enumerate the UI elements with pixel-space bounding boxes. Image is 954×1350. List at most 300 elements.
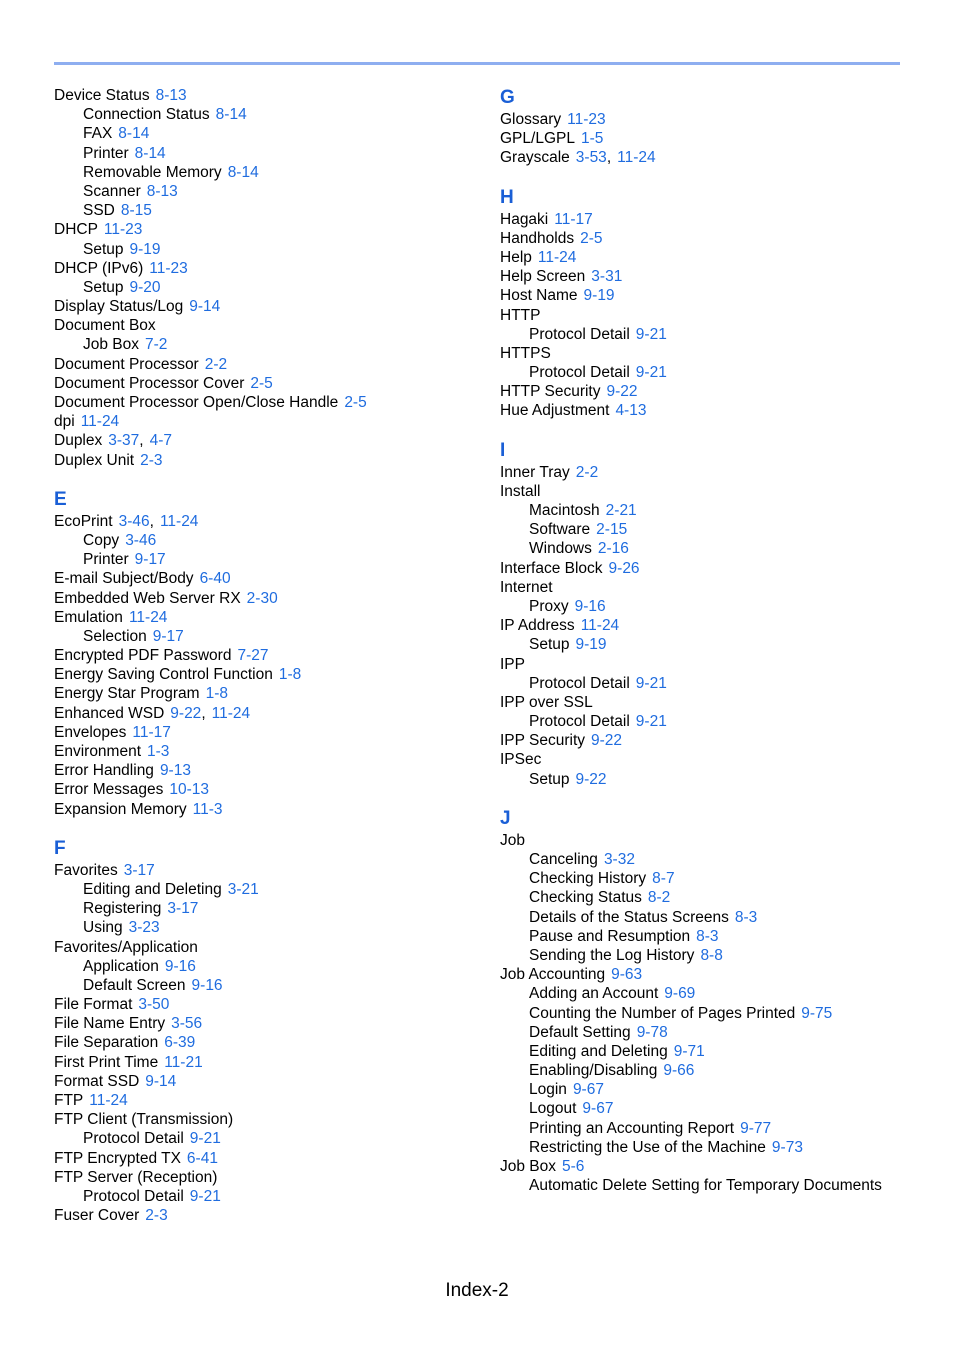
page-ref-link[interactable]: 1-3 — [147, 743, 170, 760]
section-letter: I — [500, 439, 506, 461]
entry-term: Protocol Detail — [83, 1187, 184, 1205]
header-rule — [54, 62, 900, 65]
page-ref-link[interactable]: 9-73 — [771, 1138, 803, 1156]
index-subentry — [54, 627, 484, 646]
entry-term: Handholds — [500, 229, 575, 247]
index-subentry — [500, 1119, 920, 1138]
ref-separator: , — [606, 149, 612, 167]
index-subentry — [54, 105, 484, 124]
entry-term: Enabling/Disabling — [529, 1062, 658, 1080]
entry-term: Printer — [83, 144, 129, 162]
ref-separator: , — [201, 704, 206, 722]
page-ref-link[interactable]: 2-5 — [344, 394, 367, 411]
entry-term: Proxy — [529, 597, 569, 615]
page-ref-link[interactable]: 9-22 — [606, 383, 638, 401]
page-ref-link[interactable]: 9-63 — [611, 966, 643, 984]
page-ref-link[interactable]: 9-21 — [189, 1130, 221, 1148]
entry-term: Registering — [83, 900, 162, 918]
entry-term: E-mail Subject/Body — [54, 570, 194, 588]
entry-term: Removable Memory — [83, 163, 222, 181]
index-entry — [500, 306, 920, 325]
page-ref-link[interactable]: 9-14 — [145, 1072, 177, 1090]
index-subentry — [54, 531, 484, 550]
index-entry — [500, 210, 920, 229]
entry-term: Hue Adjustment — [500, 402, 610, 420]
index-entry — [54, 800, 484, 819]
page-ref-link[interactable]: 8-13 — [146, 182, 178, 200]
page-ref-link[interactable]: 11-24 — [580, 617, 620, 635]
index-subentry — [500, 1099, 920, 1118]
page-number: Index-2 — [445, 1280, 509, 1301]
entry-term: SSD — [83, 202, 115, 220]
entry-term: Canceling — [529, 851, 598, 868]
entry-term: GPL/LGPL — [500, 130, 575, 148]
page-ref-link[interactable]: 2-3 — [145, 1207, 168, 1225]
section-letter: H — [500, 186, 514, 208]
entry-term: DHCP (IPv6) — [54, 259, 144, 277]
index-entry — [54, 355, 484, 374]
entry-term: Logout — [529, 1100, 577, 1118]
index-entry — [500, 616, 920, 635]
index-section — [54, 86, 484, 470]
index-subentry — [500, 984, 920, 1003]
index-entry — [500, 248, 920, 267]
page-ref-link[interactable]: 8-14 — [134, 144, 166, 162]
page-ref-link[interactable]: 9-21 — [635, 364, 667, 382]
entry-term: Help — [500, 248, 532, 266]
index-subentry — [54, 335, 484, 354]
page-ref-link[interactable]: 9-77 — [740, 1119, 772, 1137]
entry-term: Document Processor — [54, 355, 199, 373]
index-section — [500, 186, 920, 421]
page-ref-link[interactable]: 3-56 — [171, 1015, 203, 1033]
index-subentry — [500, 927, 920, 946]
entry-term: Error Messages — [54, 781, 164, 799]
page-ref-link[interactable]: 9-67 — [582, 1100, 614, 1118]
entry-term: Interface Block — [500, 559, 603, 577]
page-ref-link[interactable]: 10-13 — [169, 781, 210, 799]
entry-term: File Name Entry — [54, 1015, 166, 1033]
index-section — [500, 807, 920, 1196]
index-subentry — [54, 918, 484, 937]
index-subentry — [500, 501, 920, 520]
index-subentry — [500, 674, 920, 693]
page-ref-link[interactable]: 3-23 — [128, 919, 160, 937]
page-ref-link[interactable]: 2-5 — [250, 374, 273, 392]
entry-term: File Separation — [54, 1034, 159, 1052]
entry-term: Grayscale — [500, 149, 570, 167]
entry-term: Windows — [529, 540, 592, 558]
index-subentry — [54, 1129, 484, 1148]
page-ref-link[interactable]: 9-21 — [189, 1187, 221, 1205]
page-ref-link[interactable]: 8-3 — [734, 908, 758, 926]
section-letter: F — [54, 837, 66, 859]
entry-term: Selection — [83, 627, 147, 645]
page-ref-link[interactable]: 8-8 — [700, 946, 723, 964]
entry-term: Host Name — [500, 287, 578, 305]
entry-term: Login — [529, 1081, 567, 1099]
index-entry — [54, 1168, 484, 1187]
page-ref-link[interactable]: 9-75 — [801, 1004, 833, 1022]
entry-term: Envelopes — [54, 723, 127, 741]
page-ref-link[interactable]: 9-22 — [575, 770, 607, 788]
index-subentry — [54, 976, 484, 995]
entry-term: FTP Encrypted TX — [54, 1149, 181, 1167]
entry-term: Document Processor Cover — [54, 374, 245, 392]
index-entry — [54, 512, 484, 531]
entry-term: File Format — [54, 996, 133, 1014]
entry-term: Help Screen — [500, 268, 586, 286]
entry-term: Pause and Resumption — [529, 927, 691, 945]
page-ref-link[interactable]: 9-13 — [159, 762, 191, 780]
index-subentry — [500, 520, 920, 539]
entry-term: Protocol Detail — [529, 364, 630, 382]
page-ref-link[interactable]: 9-78 — [636, 1023, 668, 1041]
index-subentry — [500, 325, 920, 344]
page-ref-link[interactable]: 11-17 — [132, 723, 171, 741]
page-ref-link[interactable]: 6-40 — [199, 570, 231, 588]
entry-term: Protocol Detail — [529, 713, 630, 731]
entry-term: Macintosh — [529, 502, 600, 519]
entry-term: Setup — [83, 278, 124, 296]
index-subentry — [500, 363, 920, 382]
page-ref-link[interactable]: 11-24 — [159, 512, 199, 530]
section-letter: G — [500, 87, 515, 108]
page-ref-link[interactable]: 9-67 — [572, 1081, 604, 1099]
index-entry — [500, 655, 920, 674]
entry-term: Printer — [83, 551, 129, 569]
index-section — [500, 86, 920, 168]
index-subentry — [54, 1187, 484, 1206]
entry-term: HTTP Security — [500, 383, 601, 401]
entry-term: Error Handling — [54, 762, 154, 780]
entry-term: Embedded Web Server RX — [54, 589, 241, 607]
page-ref-link[interactable]: 9-14 — [189, 298, 221, 316]
page-ref-link[interactable]: 3-17 — [167, 900, 199, 918]
page-ref-link[interactable]: 9-66 — [663, 1062, 695, 1080]
page-ref-link[interactable]: 11-24 — [89, 1092, 128, 1109]
entry-term: HTTP — [500, 306, 541, 324]
page-ref-link[interactable]: 1-5 — [580, 130, 604, 148]
index-entry — [54, 938, 484, 957]
entry-term: Default Setting — [529, 1023, 631, 1041]
page-ref-link[interactable]: 9-17 — [152, 627, 184, 645]
index-subentry — [54, 240, 484, 259]
index-subentry — [500, 1061, 920, 1080]
index-entry — [500, 559, 920, 578]
index-subentry — [54, 163, 484, 182]
entry-term: Software — [529, 521, 591, 539]
page-ref-link[interactable]: 9-17 — [134, 551, 166, 569]
entry-term: Setup — [529, 636, 570, 654]
index-entry — [54, 393, 484, 412]
entry-term: Restricting the Use of the Machine — [529, 1138, 766, 1156]
page-ref-link[interactable]: 2-16 — [597, 540, 629, 558]
index-subentry — [500, 1023, 920, 1042]
index-subentry — [500, 597, 920, 616]
entry-term: Setup — [529, 770, 570, 788]
index-subentry — [500, 888, 920, 907]
entry-term: Setup — [83, 240, 124, 258]
page-ref-link[interactable]: 6-41 — [186, 1149, 218, 1167]
entry-term: Connection Status — [83, 106, 210, 124]
page-ref-link[interactable]: 11-24 — [537, 248, 577, 266]
entry-term: Counting the Number of Pages Printed — [529, 1004, 796, 1022]
index-entry — [54, 1033, 484, 1052]
index-subentry — [500, 850, 920, 869]
page-ref-link[interactable]: 8-7 — [652, 870, 675, 888]
page-ref-link[interactable]: 5-6 — [562, 1158, 585, 1175]
entry-term: Scanner — [83, 182, 141, 200]
entry-term: IPP — [500, 655, 525, 673]
page-ref-link[interactable]: 8-3 — [696, 927, 719, 945]
page-ref-link[interactable]: 9-22 — [591, 732, 623, 750]
index-entry — [54, 742, 484, 761]
entry-term: Format SSD — [54, 1072, 140, 1090]
index-subentry — [54, 124, 484, 143]
index-section — [54, 837, 484, 1226]
page-ref-link[interactable]: 9-71 — [673, 1042, 705, 1060]
index-subentry — [500, 908, 920, 927]
page-ref-link[interactable]: 9-21 — [635, 713, 667, 731]
page-ref-link[interactable]: 9-16 — [164, 957, 196, 975]
index-subentry — [54, 880, 484, 899]
entry-term: Protocol Detail — [529, 674, 630, 692]
page-ref-link[interactable]: 11-23 — [149, 259, 188, 277]
page-ref-link[interactable]: 9-26 — [608, 559, 640, 577]
page-ref-link[interactable]: 2-2 — [575, 463, 599, 481]
entry-term: Job Box — [500, 1158, 557, 1175]
entry-term: Energy Star Program — [54, 685, 200, 703]
page-ref-link[interactable]: 11-23 — [103, 221, 143, 239]
entry-term: Environment — [54, 743, 142, 760]
entry-term: Inner Tray — [500, 463, 570, 481]
index-subentry — [54, 278, 484, 297]
page-ref-link[interactable]: 9-21 — [635, 674, 667, 692]
index-entry — [54, 316, 484, 335]
page-ref-link[interactable]: 2-3 — [140, 451, 163, 469]
page-ref-link[interactable]: 11-17 — [554, 210, 593, 228]
page-ref-link[interactable]: 11-24 — [211, 704, 251, 722]
entry-term: IPP over SSL — [500, 693, 593, 711]
page-ref-link[interactable]: 6-39 — [164, 1034, 196, 1052]
page-ref-link[interactable]: 3-32 — [603, 851, 635, 868]
index-entry — [500, 229, 920, 248]
page-ref-link[interactable]: 1-8 — [205, 685, 228, 703]
page-ref-link[interactable]: 3-46 — [118, 512, 150, 530]
index-entry — [54, 1053, 484, 1072]
index-entry — [500, 344, 920, 363]
entry-term: Favorites — [54, 861, 118, 879]
index-entry — [54, 451, 484, 470]
entry-term: Internet — [500, 578, 553, 596]
entry-term: Expansion Memory — [54, 800, 187, 818]
page-ref-link[interactable]: 9-16 — [574, 597, 606, 615]
page-ref-link[interactable]: 2-15 — [596, 521, 628, 539]
page-ref-link[interactable]: 3-31 — [591, 268, 623, 286]
section-letter: J — [500, 807, 511, 829]
entry-term: IPP Security — [500, 732, 586, 750]
page-ref-link[interactable]: 9-69 — [664, 985, 696, 1003]
index-subentry — [500, 1080, 920, 1099]
index-subentry — [500, 770, 920, 789]
index-entry — [500, 693, 920, 712]
page-ref-link[interactable]: 11-3 — [192, 800, 223, 818]
index-entry — [54, 646, 484, 665]
entry-term: Hagaki — [500, 210, 549, 228]
index-subentry — [54, 550, 484, 569]
entry-term: First Print Time — [54, 1053, 159, 1071]
page-ref-link[interactable]: 9-21 — [635, 325, 667, 343]
index-entry — [54, 1091, 484, 1110]
page-ref-link[interactable]: 3-37 — [108, 432, 140, 450]
page-ref-link[interactable]: 2-2 — [204, 355, 228, 373]
entry-term: FTP — [54, 1092, 84, 1109]
index-entry — [54, 780, 484, 799]
index-entry — [500, 463, 920, 482]
entry-term: Job Accounting — [500, 966, 606, 984]
page-ref-link[interactable]: 11-21 — [164, 1053, 203, 1071]
page-ref-link[interactable]: 3-21 — [227, 880, 259, 898]
entry-term: Document Box — [54, 317, 156, 335]
entry-term: Install — [500, 482, 541, 500]
index-subentry — [54, 182, 484, 201]
index-entry — [500, 129, 920, 148]
section-letter: E — [54, 488, 67, 510]
index-entry — [500, 286, 920, 305]
index-section — [54, 488, 484, 819]
page-ref-link[interactable]: 3-53 — [575, 149, 607, 167]
index-subentry — [54, 957, 484, 976]
index-entry — [54, 704, 484, 723]
entry-term: Copy — [83, 531, 120, 549]
index-entry — [500, 965, 920, 984]
entry-term: Job — [500, 831, 525, 849]
index-subentry — [500, 1042, 920, 1061]
index-entry — [54, 589, 484, 608]
index-entry — [500, 1157, 920, 1176]
index-entry — [54, 861, 484, 880]
index-entry — [54, 684, 484, 703]
page-ref-link[interactable]: 2-21 — [605, 502, 637, 519]
index-entry — [500, 401, 920, 420]
index-subentry — [500, 1004, 920, 1023]
entry-term: Device Status — [54, 87, 150, 104]
page-ref-link[interactable]: 9-19 — [129, 240, 161, 258]
page-ref-link[interactable]: 4-7 — [149, 432, 172, 450]
index-subentry — [500, 712, 920, 731]
index-subentry — [500, 635, 920, 654]
entry-term: Using — [83, 919, 123, 937]
entry-term: FAX — [83, 125, 113, 143]
entry-term: Emulation — [54, 608, 123, 626]
page-ref-link[interactable]: 11-24 — [128, 608, 168, 626]
page-ref-link[interactable]: 8-14 — [215, 106, 247, 124]
page-ref-link[interactable]: 3-17 — [123, 861, 155, 879]
index-entry — [54, 431, 484, 450]
index-entry — [500, 750, 920, 769]
entry-term: Protocol Detail — [83, 1130, 184, 1148]
page-ref-link[interactable]: 2-5 — [580, 229, 603, 247]
page-ref-link[interactable]: 3-46 — [125, 531, 157, 549]
page-ref-link[interactable]: 9-19 — [583, 287, 615, 305]
page-ref-link[interactable]: 8-14 — [227, 163, 259, 181]
index-entry — [500, 482, 920, 501]
index-entry — [54, 259, 484, 278]
index-subentry — [54, 899, 484, 918]
page-ref-link[interactable]: 2-30 — [246, 589, 278, 607]
page-ref-link[interactable]: 7-2 — [145, 336, 168, 354]
entry-term: Glossary — [500, 111, 562, 128]
index-entry — [54, 220, 484, 239]
entry-term: Enhanced WSD — [54, 704, 165, 722]
page-ref-link[interactable]: 11-24 — [80, 413, 120, 431]
index-entry — [54, 723, 484, 742]
entry-term: Favorites/Application — [54, 938, 198, 956]
index-entry — [54, 995, 484, 1014]
index-entry — [500, 578, 920, 597]
page-ref-link[interactable]: 11-24 — [617, 149, 656, 167]
ref-separator: , — [149, 512, 154, 530]
entry-term: Adding an Account — [529, 985, 659, 1003]
index-entry — [500, 831, 920, 850]
page-ref-link[interactable]: 8-13 — [155, 87, 187, 104]
index-entry — [54, 412, 484, 431]
page-ref-link[interactable]: 9-20 — [129, 278, 161, 296]
index-subentry — [500, 946, 920, 965]
index-entry — [500, 148, 920, 167]
page-ref-link[interactable]: 8-14 — [118, 125, 150, 143]
index-subentry — [500, 1138, 920, 1157]
index-entry — [54, 665, 484, 684]
entry-term: FTP Client (Transmission) — [54, 1111, 234, 1129]
page-ref-link[interactable]: 8-2 — [647, 889, 671, 907]
page-ref-link[interactable]: 3-50 — [138, 996, 170, 1014]
page-ref-link[interactable]: 9-19 — [575, 636, 607, 654]
page-ref-link[interactable]: 4-13 — [615, 402, 647, 420]
entry-term: IP Address — [500, 617, 575, 635]
index-entry — [54, 1110, 484, 1129]
entry-term: Editing and Deleting — [529, 1042, 668, 1060]
index-entry — [54, 1206, 484, 1225]
entry-term: Duplex Unit — [54, 451, 135, 469]
index-entry — [500, 731, 920, 750]
index-subentry — [500, 869, 920, 888]
entry-term: Duplex — [54, 432, 103, 450]
index-section — [500, 439, 920, 789]
entry-term: Fuser Cover — [54, 1207, 140, 1225]
entry-term: IPSec — [500, 751, 542, 769]
entry-term: dpi — [54, 413, 75, 431]
page-ref-link[interactable]: 9-22 — [170, 704, 202, 722]
entry-term: Details of the Status Screens — [529, 908, 729, 926]
ref-separator: , — [139, 432, 144, 450]
page-ref-link[interactable]: 11-23 — [567, 111, 606, 128]
entry-term: Editing and Deleting — [83, 880, 222, 898]
page-ref-link[interactable]: 9-16 — [191, 976, 223, 994]
page-ref-link[interactable]: 7-27 — [237, 647, 269, 665]
entry-term: Energy Saving Control Function — [54, 666, 273, 684]
entry-term: Sending the Log History — [529, 946, 695, 964]
index-subentry — [54, 144, 484, 163]
entry-term: Job Box — [83, 336, 140, 354]
entry-term: Display Status/Log — [54, 298, 184, 316]
page-ref-link[interactable]: 8-15 — [120, 202, 152, 220]
entry-term: Checking History — [529, 870, 647, 888]
page-ref-link[interactable]: 1-8 — [278, 666, 302, 684]
index-entry — [500, 382, 920, 401]
index-entry — [54, 1149, 484, 1168]
